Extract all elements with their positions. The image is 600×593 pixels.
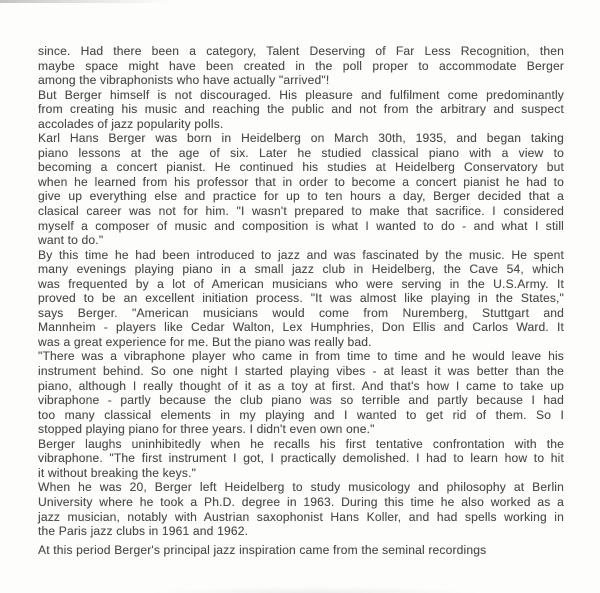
text-line: clasical career was not for him. "I wasn't prepared to make that sacrifice. I considered	[38, 204, 564, 219]
text-line: Berger laughs uninhibitedly when he recalls his first tentative confrontation with the	[38, 436, 564, 451]
text-line: vibraphone. "The first instrument I got, I practically demolished. I had to learn how to hit	[38, 451, 564, 466]
text-line: "There was a vibraphone player who came in from time to time and he would leave his	[38, 349, 564, 364]
text-line: many evenings playing piano in a small jazz club in Heidelberg, the Cave 54, which	[38, 262, 564, 277]
text-line: Mannheim - players like Cedar Walton, Lex Humphries, Don Ellis and Carlos Ward. It	[38, 320, 564, 335]
paragraph	[38, 131, 564, 247]
text-line: vibraphone - partly because the club piano was so terrible and partly because I had	[38, 393, 564, 408]
text-line: stopped playing piano for three years. I didn't even own one."	[38, 422, 375, 437]
text-line: was frequented by a lot of American musicians who were serving in the U.S.Army. It	[38, 276, 564, 291]
text-line: proved to be an excellent initiation process. "It was almost like playing in the States,"	[38, 291, 564, 306]
paragraph	[38, 480, 564, 538]
scan-artifact-top-edge	[0, 0, 170, 3]
text-line: piano, although I really thought of it as a toy at first. And that's how I came to take up	[38, 378, 564, 393]
scan-artifact-bottom-edge	[150, 586, 480, 593]
paragraph	[38, 44, 564, 88]
text-line: among the vibraphonists who have actually "arrived"!	[38, 73, 330, 88]
text-line: myself a composer of music and composition is what I wanted to do - and what I still	[38, 218, 564, 233]
text-line: piano lessons at the age of six. Later he studied classical piano with a view to	[38, 145, 564, 160]
text-line: give up everything else and practice for up to ten hours a day, Berger decided that a	[38, 189, 564, 204]
text-line: was a great experience for me. But the piano was really bad.	[38, 334, 372, 349]
text-line: But Berger himself is not discouraged. His pleasure and fulfilment come predominantly	[38, 87, 564, 102]
text-line: jazz musician, notably with Austrian saxophonist Hans Koller, and had spells working in	[38, 509, 564, 524]
paragraph	[38, 349, 564, 436]
text-line: too many classical elements in my playing and I wanted to get rid of them. So I	[38, 407, 564, 422]
text-line: instrument behind. So one night I started playing vibes - at least it was better than the	[38, 364, 564, 379]
text-line: the Paris jazz clubs in 1961 and 1962.	[38, 524, 249, 539]
text-line: it without breaking the keys."	[38, 465, 197, 480]
paragraph	[38, 543, 564, 558]
text-line: When he was 20, Berger left Heidelberg to study musicology and philosophy at Berlin	[38, 480, 564, 495]
paragraph	[38, 437, 564, 481]
paragraph	[38, 248, 564, 350]
text-line: accolades of jazz popularity polls.	[38, 116, 224, 131]
text-line: from creating his music and reaching the public and not from the arbitrary and suspect	[38, 102, 564, 117]
text-line: maybe space might have been created in the poll proper to accommodate Berger	[38, 58, 564, 73]
text-line: By this time he had been introduced to jazz and was fascinated by the music. He spent	[38, 247, 564, 262]
text-line: At this period Berger's principal jazz inspiration came from the seminal recordings	[38, 542, 487, 557]
text-line: University where he took a Ph.D. degree in 1963. During this time he also worked as a	[38, 494, 564, 509]
text-block	[38, 44, 564, 557]
text-line: says Berger. "American musicians would come from Nuremberg, Stuttgart and	[38, 305, 564, 320]
paragraph	[38, 88, 564, 132]
text-line: when he learned from his professor that in order to become a concert pianist he had to	[38, 174, 564, 189]
text-line: becoming a concert pianist. He continued his studies at Heidelberg Conservatory but	[38, 160, 564, 175]
text-line: Karl Hans Berger was born in Heidelberg on March 30th, 1935, and began taking	[38, 131, 564, 146]
text-line: want to do."	[38, 233, 104, 248]
text-line: since. Had there been a category, Talent Deserving of Far Less Recognition, then	[38, 44, 564, 58]
